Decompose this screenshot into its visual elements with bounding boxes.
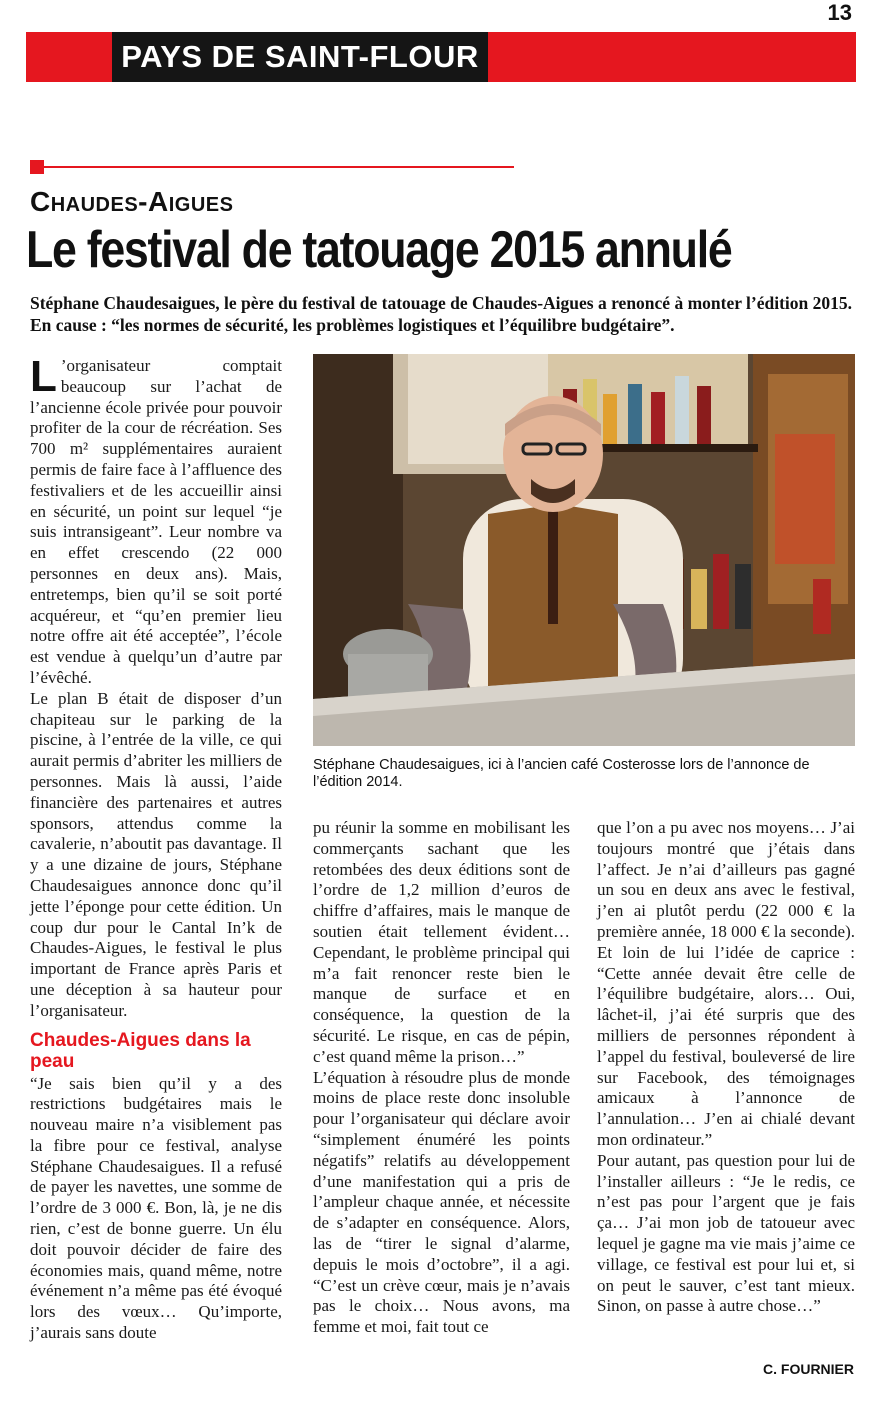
paragraph: que l’on a pu avec nos moyens… J’ai toujours montré que j’étais dans l’affect. Je n’ai d’ailleurs pas gagné un sou en deux ans avec le festival, j’en ai plutôt perdu (22 000 € la première année, 18 000 € la seconde). Et loin de lui l’idée de caprice : “Cette année devait être celle de l’équilibre budgétaire, alors… Oui, lâchet-il, j’ai été surpris que des milliers de personnes répondent à l’appel du festival, bouleversé de lire sur Facebook, des témoignages amicaux à l’annonce de l’annulation… J’en ai chialé devant mon ordinateur.” bbox=[597, 818, 855, 1149]
article-column-3 bbox=[597, 818, 855, 1317]
page-number: 13 bbox=[827, 0, 852, 25]
paragraph: “Je sais bien qu’il y a des restrictions budgétaires mais le nouveau maire n’a visiblement pas la fibre pour ce festival, analyse Stéphane Chaudesaigues. Il a refusé de payer les navettes, une somme de l’ordre de 3 000 €. Bon, là, je ne dis rien, c’est de bonne guerre. Un élu doit pouvoir décider de faire des économies mais, quand même, notre événement n’a même pas été évoqué lors des vœux… Qu’importe, j’aurais sans doute bbox=[30, 1073, 282, 1343]
paragraph-text: ’organisateur comptait beaucoup sur l’achat de l’ancienne école privée pour pouvoir profiter de la cour de récréation. Ses 700 m² supplémentaires auraient permis de faire face à l’affluence des festivaliers et de les accueillir ainsi en sécurité, un point sur lequel “je suis intransigeant”. Leur nombre va en effet crescendo (22 000 personnes en deux ans). Mais, entretemps, bien qu’il se soit porté acquéreur, et “qu’en premier lieu notre offre ait été acceptée”, l’école est vendue à quelqu’un d’autre par l’évêché. bbox=[30, 356, 282, 687]
paragraph: Le plan B était de disposer d’un chapiteau sur le parking de la piscine, à l’entrée de la ville, ce qui aurait permis d’abriter les milliers de personnes. Mais là aussi, l’aide financière des partenaires et autres sponsors, attendus comme la cavalerie, n’aboutit pas davantage. Il y a une dizaine de jours, Stéphane Chaudesaigues annonce donc qu’il jette l’éponge pour cette édition. Un coup dur pour le Cantal In’k de Chaudes-Aigues, le festival le plus important de France après Paris et une déception à sa hauteur pour l’organisateur. bbox=[30, 688, 282, 1020]
bartender-photo-illustration bbox=[313, 354, 855, 746]
article-kicker: Chaudes-Aigues bbox=[30, 186, 234, 217]
photo-caption: Stéphane Chaudesaigues, ici à l’ancien café Costerosse lors de l’annonce de l’édition 2014. bbox=[313, 757, 810, 790]
rule-line bbox=[44, 166, 514, 168]
author-signature: C. FOURNIER bbox=[763, 1361, 854, 1377]
drop-cap: L bbox=[30, 352, 57, 401]
article-subhead: Chaudes-Aigues dans la peau bbox=[30, 1029, 251, 1072]
article-lead: Stéphane Chaudesaigues, le père du festival de tatouage de Chaudes-Aigues a renoncé à monter l’édition 2015. En cause : “les normes de sécurité, les problèmes logistiques et l’équilibre budgétaire”. bbox=[30, 293, 853, 335]
paragraph: pu réunir la somme en mobilisant les commerçants sachant que les retombées des deux éditions sont de l’ordre de 1,2 million d’euros de chiffre d’affaires, mais le manque de soutien était tellement évident… Cependant, le problème principal qui m’a fait renoncer reste bien le manque de surface et en conséquence, la question de la sécurité. Le risque, en cas de pépin, c’est quand même la prison…” bbox=[313, 818, 570, 1066]
rule-marker bbox=[30, 160, 44, 174]
section-title: PAYS DE SAINT-FLOUR bbox=[112, 32, 488, 82]
article-column-2 bbox=[313, 818, 570, 1338]
article-photo bbox=[313, 354, 855, 746]
article-column-1 bbox=[30, 352, 282, 1344]
paragraph: L’équation à résoudre plus de monde moins de place reste donc insoluble pour l’organisateur qui déclare avoir “simplement énuméré les points négatifs” relatifs au développement d’une manifestation qui a pris de l’ampleur chaque année, et nécessite de s’adapter en conséquence. Alors, las de “tirer le signal d’alarme, depuis le mois d’octobre”, il a agi. “C’est un crève cœur, mais je n’avais pas le choix… Nous avons, ma femme et moi, fait tout ce bbox=[313, 1067, 570, 1337]
article-headline: Le festival de tatouage 2015 annulé bbox=[26, 221, 732, 279]
paragraph: Pour autant, pas question pour lui de l’installer ailleurs : “Je le redis, ce n’est pas pour l’argent que je fais ça… J’ai mon job de tatoueur avec lequel je gagne ma vie mais j’aime ce village, ce festival est pour lui et, si on peut le sauver, c’est tant mieux. Sinon, on passe à autre chose…” bbox=[597, 1150, 855, 1316]
paragraph bbox=[30, 352, 282, 689]
